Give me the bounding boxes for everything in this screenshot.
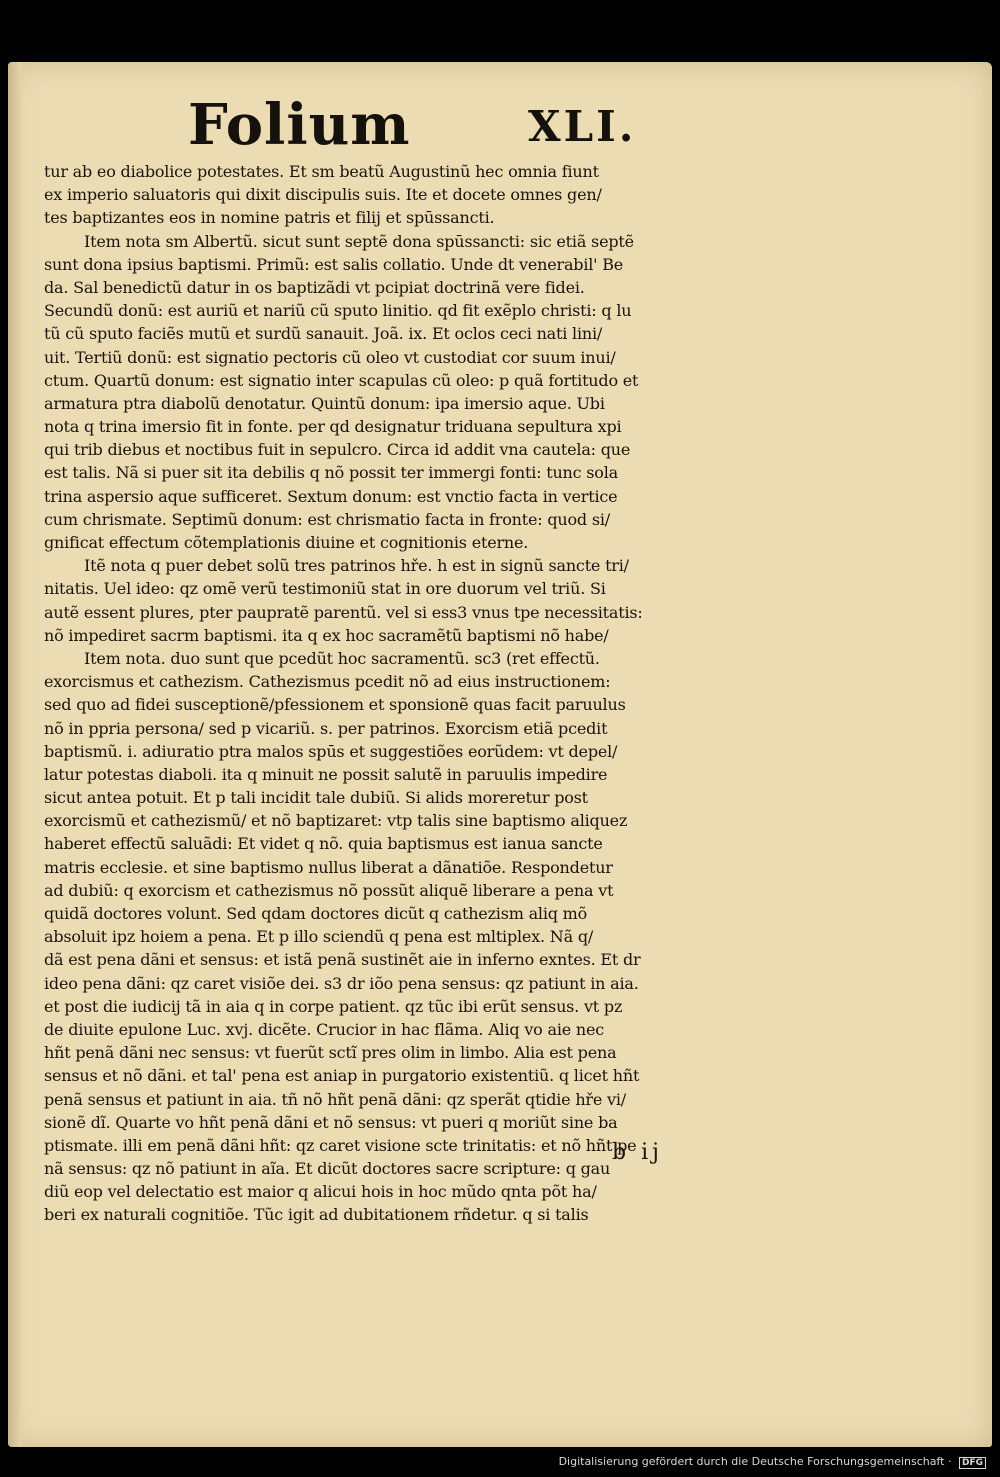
page-edge-shadow — [8, 62, 22, 1447]
text-line: tur ab eo diabolice potestates. Et sm beatũ Augustinũ hec omnia fiunt — [44, 162, 599, 181]
footer-credit: Digitalisierung gefördert durch die Deutsche Forschungsgemeinschaft · — [558, 1455, 952, 1468]
text-line: ex imperio saluatoris qui dixit discipulis suis. Ite et docete omnes gen/ — [44, 185, 602, 205]
text-line: quidã doctores volunt. Sed qdam doctores dicũt q cathezism aliq mõ — [44, 904, 588, 923]
text-line: autẽ essent plures, pter paupratẽ parentũ. vel si ess3 vnus tpe necessitatis: — [44, 602, 643, 622]
text-line: diũ eop vel delectatio est maior q alicui hois in hoc mũdo qnta põt ha/ — [44, 1182, 597, 1202]
digitization-footer — [559, 1455, 986, 1469]
text-line: hñt penã dãni nec sensus: vt fuerũt sctĩ pres olim in limbo. Alia est pena — [44, 1043, 617, 1063]
text-line: exorcismũ et cathezismũ/ et nõ baptizaret: vtp talis sine baptismo aliquez — [44, 811, 628, 831]
text-line: nõ impediret sacrm baptismi. ita q ex hoc sacramẽtũ baptismi nõ habe/ — [44, 625, 609, 645]
text-line: nõ in ppria persona/ sed p vicariũ. s. per patrinos. Exorcism etiã pcedit — [44, 718, 608, 738]
text-line: est talis. Nã si puer sit ita debilis q nõ possit ter immergi fonti: tunc sola — [44, 463, 618, 483]
text-line: sunt dona ipsius baptismi. Primũ: est salis collatio. Unde dt venerabil' Be — [44, 254, 624, 274]
text-line: de diuite epulone Luc. xvj. dicẽte. Crucior in hac flãma. Aliq vo aie nec — [44, 1019, 605, 1039]
text-line: qui trib diebus et noctibus fuit in sepulcro. Circa id addit vna cautela: que — [44, 440, 631, 460]
text-line: nã sensus: qz nõ patiunt in aĩa. Et dicũt doctores sacre scripture: q gau — [44, 1159, 611, 1179]
text-line: cum chrismate. Septimũ donum: est chrismatio facta in fronte: quod si/ — [44, 509, 610, 529]
text-line: latur potestas diaboli. ita q minuit ne possit salutẽ in paruulis impedire — [44, 764, 608, 784]
text-line: matris ecclesie. et sine baptismo nullus liberat a dãnatiõe. Respondetur — [44, 857, 613, 877]
text-line: ad dubiũ: q exorcism et cathezismus nõ possũt aliquẽ liberare a pena vt — [44, 880, 614, 900]
text-line: da. Sal benedictũ datur in os baptizãdi vt pcipiat doctrinã vere fidei. — [44, 277, 585, 297]
text-line: Item nota. duo sunt que pcedũt hoc sacramentũ. sc3 (ret effectũ. — [84, 648, 600, 668]
text-line: armatura ptra diabolũ denotatur. Quintũ donum: ipa imersio aque. Ubi — [44, 393, 605, 413]
text-line: baptismũ. i. adiuratio ptra malos spūs et suggestiões eorũdem: vt depel/ — [44, 741, 618, 761]
text-line: et post die iudicij tã in aia q in corpe patient. qz tũc ibi erũt sensus. vt pz — [44, 996, 623, 1016]
running-head-folium: Folium — [188, 92, 411, 158]
text-line: sensus et nõ dãni. et tal' pena est aniap in purgatorio existentiũ. q licet hñt — [44, 1066, 640, 1086]
text-line: dã est pena dãni et sensus: et istã penã sustinẽt aie in inferno exntes. Et dr — [44, 950, 641, 970]
text-line: gnificat effectum cõtemplationis diuine et cognitionis eterne. — [44, 533, 529, 552]
text-block — [44, 160, 712, 1227]
text-line: nota q trina imersio fit in fonte. per qd designatur triduana sepultura xpi — [44, 417, 622, 437]
text-line: tũ cũ sputo faciẽs mutũ et surdũ sanauit. Joã. ix. Et oclos ceci nati lini/ — [44, 324, 603, 344]
text-line: exorcismus et cathezism. Cathezismus pcedit nõ ad eius instructionem: — [44, 672, 611, 692]
text-line: uit. Tertiũ donũ: est signatio pectoris cũ oleo vt custodiat cor suum inui/ — [44, 347, 616, 367]
text-line: Item nota sm Albertũ. sicut sunt septẽ dona spūssancti: sic etiã septẽ — [84, 231, 634, 251]
text-line: absoluit ipz hoiem a pena. Et p illo sciendũ q pena est mltiplex. Nã q/ — [44, 927, 594, 947]
text-line: sed quo ad fidei susceptionẽ/pfessionem et sponsionẽ quas facit paruulus — [44, 695, 626, 715]
text-line: sicut antea potuit. Et p tali incidit tale dubiũ. Si alids moreretur post — [44, 788, 588, 808]
folio-number: XLI. — [528, 102, 637, 151]
text-line: ideo pena dãni: qz caret visiõe dei. s3 dr iõo pena sensus: qz patiunt in aia. — [44, 973, 639, 993]
dfg-logo: DFG — [959, 1457, 986, 1469]
text-line: Itẽ nota q puer debet solũ tres patrinos hře. h est in signũ sancte tri/ — [84, 556, 629, 576]
text-line: sionẽ dĩ. Quarte vo hñt penã dãni et nõ sensus: vt pueri q moriũt sine ba — [44, 1112, 618, 1132]
text-line: tes baptizantes eos in nomine patris et filij et spūssancti. — [44, 208, 495, 228]
text-line: beri ex naturali cognitiõe. Tũc igit ad dubitationem rñdetur. q si talis — [44, 1205, 589, 1225]
text-line: haberet effectũ saluãdi: Et videt q nõ. quia baptismus est ianua sancte — [44, 834, 603, 854]
text-line: nitatis. Uel ideo: qz omẽ verũ testimoniũ stat in ore duorum vel triũ. Si — [44, 579, 606, 599]
text-line: Secundũ donũ: est auriũ et nariũ cũ sputo linitio. qd fit exẽplo christi: q lu — [44, 301, 632, 321]
signature-mark: b ij — [612, 1140, 663, 1165]
text-line: ptismate. illi em penã dãni hñt: qz caret visione scte trinitatis: et nõ hñt pe — [44, 1135, 637, 1155]
text-line: penã sensus et patiunt in aia. tñ nõ hñt penã dãni: qz sperãt qtidie hře vi/ — [44, 1089, 626, 1109]
text-line: ctum. Quartũ donum: est signatio inter scapulas cũ oleo: p quã fortitudo et — [44, 370, 639, 390]
text-line: trina aspersio aque sufficeret. Sextum donum: est vnctio facta in vertice — [44, 486, 618, 506]
